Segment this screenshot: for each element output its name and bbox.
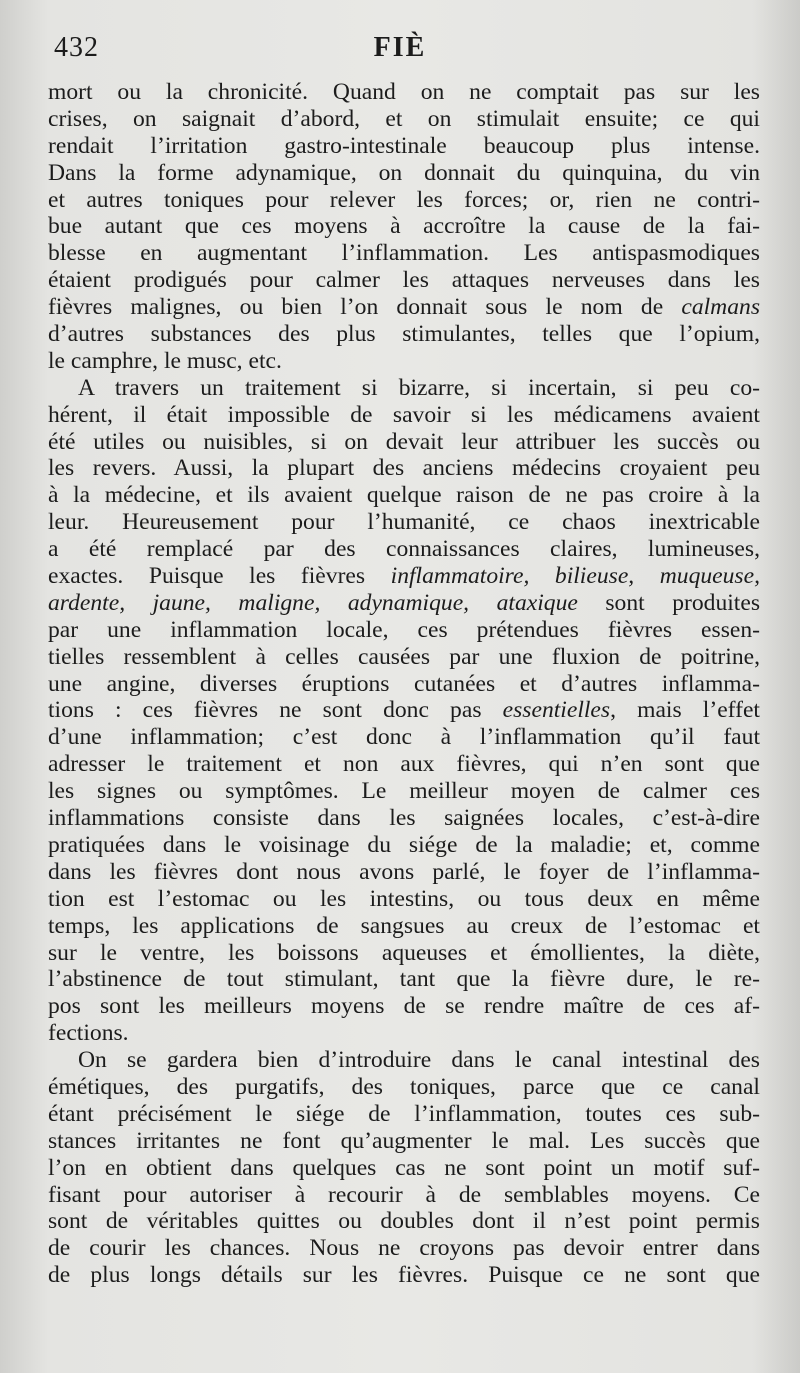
text-line <box>48 1208 760 1235</box>
line-text-tail: , mais l’effet <box>610 697 760 724</box>
line-text: les signes ou symptômes. Le meilleur moyen de calmer ces <box>48 778 760 805</box>
line-text: fisant pour autoriser à recourir à de semblables moyens. Ce <box>48 1181 760 1208</box>
line-text: On se gardera bien d’introduire dans le canal intestinal des <box>78 1047 760 1074</box>
text-line <box>48 617 760 644</box>
line-text: mort ou la chronicité. Quand on ne comptait pas sur les <box>48 79 760 105</box>
text-line <box>48 536 760 563</box>
body-text <box>48 79 760 1289</box>
text-line <box>48 563 760 590</box>
text-line <box>48 671 760 698</box>
line-text: crises, on saignait d’abord, et on stimulait ensuite; ce qui <box>48 105 760 132</box>
text-line <box>48 1155 760 1182</box>
line-text: de plus longs détails sur les fièvres. Puisque ce ne sont que <box>48 1262 760 1289</box>
text-line <box>48 321 760 348</box>
text-line <box>48 940 760 967</box>
text-line <box>48 859 760 886</box>
text-line <box>48 1128 760 1155</box>
line-text: l’on en obtient dans quelques cas ne sont point un motif suf- <box>48 1154 760 1181</box>
text-line <box>48 590 760 617</box>
text-line <box>48 832 760 859</box>
italic-text: inflammatoire, bilieuse, muqueuse, <box>390 563 760 590</box>
text-line <box>48 267 760 294</box>
line-text: bue autant que ces moyens à accroître la cause de la fai- <box>48 213 760 240</box>
text-line <box>48 79 760 106</box>
line-text: sont de véritables quittes ou doubles dont il n’est point permis <box>48 1208 760 1235</box>
text-line <box>48 1101 760 1128</box>
running-head: FIÈ <box>373 32 427 63</box>
text-line <box>48 778 760 805</box>
text-line <box>48 106 760 133</box>
line-text: A travers un traitement si bizarre, si incertain, si peu co- <box>78 374 760 401</box>
line-text: tion est l’estomac ou les intestins, ou tous deux en même <box>48 885 760 912</box>
line-text: tielles ressemblent à celles causées par une fluxion de poitrine, <box>48 643 760 670</box>
text-line <box>48 160 760 187</box>
line-text: et autres toniques pour relever les forces; or, rien ne contri- <box>48 186 760 213</box>
text-line <box>48 482 760 509</box>
text-line <box>48 1020 760 1047</box>
line-text: stances irritantes ne font qu’augmenter le mal. Les succès que <box>48 1127 760 1154</box>
line-text: temps, les applications de sangsues au creux de l’estomac et <box>48 912 760 939</box>
text-line <box>48 1262 760 1289</box>
line-text: pratiquées dans le voisinage du siége de la maladie; et, comme <box>48 831 760 858</box>
line-text: fections. <box>48 1020 129 1047</box>
text-line <box>48 375 760 402</box>
line-text: étant précisément le siége de l’inflammation, toutes ces sub- <box>48 1100 760 1127</box>
line-text: sur le ventre, les boissons aqueuses et émollientes, la diète, <box>48 939 760 966</box>
line-text: pos sont les meilleurs moyens de se rendre maître de ces af- <box>48 993 760 1020</box>
line-text: d’autres substances des plus stimulantes, telles que l’opium, <box>48 321 760 348</box>
line-text: hérent, il était impossible de savoir si les médicamens avaient <box>48 401 760 428</box>
text-line <box>48 348 760 375</box>
line-text: blesse en augmentant l’inflammation. Les antispasmodiques <box>48 240 760 267</box>
text-line <box>48 455 760 482</box>
line-text: rendait l’irritation gastro-intestinale beaucoup plus intense. <box>48 132 760 159</box>
text-line <box>48 913 760 940</box>
line-text: par une inflammation locale, ces prétendues fièvres essen- <box>48 616 760 643</box>
text-line <box>48 805 760 832</box>
line-text: exactes. Puisque les fièvres <box>48 563 391 590</box>
text-line <box>48 1047 760 1074</box>
line-text: à la médecine, et ils avaient quelque raison de ne pas croire à la <box>48 482 760 509</box>
italic-text: ardente, jaune, maligne, adynamique, ataxique <box>48 589 578 616</box>
text-line <box>48 966 760 993</box>
text-line <box>48 240 760 267</box>
text-line <box>48 644 760 671</box>
text-line <box>48 993 760 1020</box>
line-text: le camphre, le musc, etc. <box>48 347 282 374</box>
text-line <box>48 751 760 778</box>
line-text: d’une inflammation; c’est donc à l’inflammation qu’il faut <box>48 724 760 751</box>
text-line <box>48 402 760 429</box>
text-line <box>48 294 760 321</box>
line-text: Dans la forme adynamique, on donnait du quinquina, du vin <box>48 159 760 186</box>
text-line <box>48 1182 760 1209</box>
line-text: leur. Heureusement pour l’humanité, ce chaos inextricable <box>48 509 760 536</box>
text-line <box>48 187 760 214</box>
line-text: adresser le traitement et non aux fièvres, qui n’en sont que <box>48 751 760 778</box>
page-header <box>48 32 752 66</box>
line-text: dans les fièvres dont nous avons parlé, le foyer de l’inflamma- <box>48 858 760 885</box>
line-text: été utiles ou nuisibles, si on devait leur attribuer les succès ou <box>48 428 760 455</box>
text-line <box>48 429 760 456</box>
line-text: une angine, diverses éruptions cutanées et d’autres inflamma- <box>48 670 760 697</box>
line-text: a été remplacé par des connaissances claires, lumineuses, <box>48 536 760 563</box>
italic-text: calmans <box>681 294 760 321</box>
text-line <box>48 724 760 751</box>
line-text: étaient prodigués pour calmer les attaques nerveuses dans les <box>48 267 760 294</box>
line-text: de courir les chances. Nous ne croyons pas devoir entrer dans <box>48 1235 760 1262</box>
line-text: tions : ces fièvres ne sont donc pas <box>48 697 503 724</box>
italic-text: essentielles <box>502 697 611 724</box>
text-line <box>48 213 760 240</box>
line-text: émétiques, des purgatifs, des toniques, parce que ce canal <box>48 1073 760 1100</box>
line-text-tail: sont produites <box>577 589 761 616</box>
text-line <box>48 697 760 724</box>
text-line <box>48 133 760 160</box>
line-text: l’abstinence de tout stimulant, tant que la fièvre dure, le re- <box>48 966 760 993</box>
text-line <box>48 886 760 913</box>
line-text: les revers. Aussi, la plupart des anciens médecins croyaient peu <box>48 455 760 482</box>
text-line <box>48 1074 760 1101</box>
line-text: inflammations consiste dans les saignées locales, c’est-à-dire <box>48 805 760 832</box>
text-line <box>48 509 760 536</box>
text-line <box>48 1235 760 1262</box>
line-text: fièvres malignes, ou bien l’on donnait sous le nom de <box>48 294 682 321</box>
page-number: 432 <box>54 32 99 63</box>
